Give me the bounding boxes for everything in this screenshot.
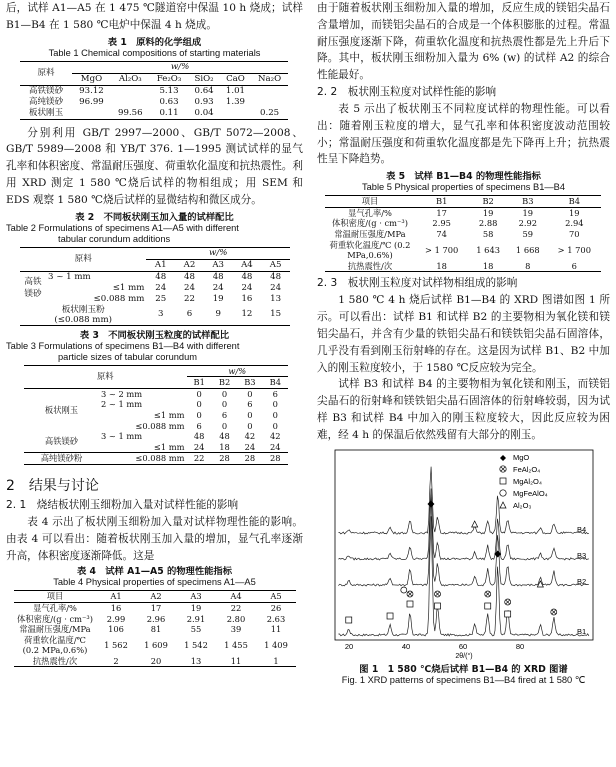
table-cell: 16 [110,602,122,613]
table2-last-name [20,305,146,326]
table2-caption [6,212,303,245]
table-cell: 18 [482,260,494,271]
feal2o4-marker [505,599,511,605]
table-cell: 96.99 [79,96,104,107]
table5-caption [317,171,610,193]
table-cell: 59 [522,228,534,239]
table-row [14,614,296,625]
table-cell: 3 ~ 1 mm [48,271,91,282]
table-cell: 0.25 [260,107,280,118]
table-row [325,240,601,261]
table1-col0: 原料 [20,61,72,85]
feal2o4-marker [407,591,413,597]
table-cell: 24 [270,282,282,293]
xrd-pattern-line [338,516,589,636]
right-column [317,0,610,686]
table4-col0: 项目 [46,591,64,602]
table-row [24,388,288,399]
table-row [20,97,288,108]
table-cell: 常温耐压强度/MPa [334,228,406,239]
table-cell: 25 [155,293,167,304]
table-cell: 16 [241,293,253,304]
xrd-pattern-line [338,466,589,533]
table-cell: 11 [230,655,242,666]
table-cell [72,108,111,120]
series-label-b1: B1 [577,626,587,636]
table-cell: 2.99 [106,613,126,624]
table1-caption-zh: 表 1 原料的化学组成 [107,36,202,48]
legend-item-al2o3 [500,501,531,510]
table-cell: 2.92 [518,218,538,229]
table-row [325,207,601,218]
table-cell: 常温耐压强度/MPa [19,624,91,635]
feal2o4-marker [485,591,491,597]
table-cell: 13 [270,293,282,304]
feal2o4-marker [435,591,441,597]
table-cell: 22 [184,293,195,304]
table-row [20,271,290,283]
table1-header: Na₂O [258,73,282,84]
subsection-heading: 2. 1 烧结板状刚玉细粉加入量对试样性能的影响 [6,498,239,511]
mgal2o4-marker [505,611,511,617]
table2-header: A3 [212,259,225,270]
legend-item-mgo [500,453,529,462]
table1-header: Al₂O₃ [118,73,142,84]
table-cell: 0 [196,409,202,420]
legend-label: MgFeAlO₄ [513,488,548,498]
table-cell: 6 [571,260,577,271]
table2-unit: w/% [146,247,290,259]
table-cell: 1 609 [144,639,168,650]
table3-col0: 原料 [24,365,187,388]
table-cell: 6 [272,388,278,399]
table-cell: 42 [270,431,281,442]
table-cell: 42 [244,431,256,442]
table-cell: 48 [193,431,205,442]
table-cell: 28 [270,453,281,464]
table3-header: B4 [269,377,281,388]
table-cell: 19 [190,602,202,613]
table-cell: 0.04 [194,107,214,118]
table-cell: 1 562 [104,639,128,650]
table-cell: 9 [215,309,221,320]
table-cell: 2.94 [565,218,584,229]
table-cell: 高纯镁砂 [28,96,64,107]
table-cell: 体积密度/(g · cm⁻³) [17,613,93,624]
figure1-caption-en: Fig. 1 XRD patterns of specimens B1—B4 fired at 1 580 ℃ [341,674,586,685]
table-row [24,453,288,465]
table-cell: 28 [244,453,256,464]
table2-header: A2 [183,259,196,270]
table3-unit: w/% [187,365,289,377]
table-cell: 19 [569,207,580,218]
table-cell: 0.93 [194,96,214,107]
table2-col0: 原料 [20,247,146,271]
legend-label: Al₂O₃ [513,500,532,510]
left-column [6,0,303,667]
circle-icon [500,489,506,495]
table-cell: 2.96 [146,613,166,624]
mgfealo4-marker [401,587,407,593]
table2-caption-en2: tabular corundum additions [58,233,171,244]
feal2o4-marker [551,609,557,615]
legend-label: MgO [513,452,530,462]
table-row [24,431,288,442]
table-cell: 5.13 [159,85,179,96]
legend-item-mgal2o4 [500,477,542,486]
table-cell: 1 455 [224,639,248,650]
table-cell: 抗热震性/次 [32,655,78,666]
table-cell: 0 [272,420,278,431]
table5-header: B4 [568,196,581,207]
mgal2o4-marker [346,617,352,623]
table-cell: 高铁镁砂 [28,85,64,96]
table-cell: ≤0.088 mm [93,293,145,304]
table-row [20,108,288,120]
table4-header: A1 [110,591,122,602]
table3-header: B3 [244,377,256,388]
diamond-icon [500,455,506,461]
table-row [14,656,296,667]
table-row [325,218,601,229]
table-cell: 24 [244,441,256,452]
table5 [325,195,601,272]
x-axis [345,642,524,660]
mgo-marker [495,551,501,557]
triangle-icon [500,502,506,508]
al2o3-marker [472,521,478,527]
series-label-b4: B4 [577,524,587,534]
table5-caption-zh: 表 5 试样 B1—B4 的物理性能指标 [386,171,541,183]
table-cell: 39 [230,624,242,635]
subsection-heading: 2. 2 板状刚玉粒度对试样性能的影响 [317,85,497,98]
table2-caption-zh: 表 2 不同板状刚玉加入量的试样配比 [75,211,234,223]
table-cell: 6 [186,309,193,320]
table-row [20,85,288,97]
table-cell: 2 ~ 1 mm [101,399,143,410]
table-cell: 2.95 [432,218,451,229]
table-cell: 1 542 [184,639,208,650]
mgal2o4-marker [435,603,441,609]
table-cell: 19 [482,207,494,218]
table-cell: ≤0.088 mm [135,420,185,431]
table-cell: 24 [184,282,195,293]
table-cell: 26 [270,602,282,613]
table-cell: 12 [241,309,253,320]
table4-header: A4 [230,591,242,602]
table-cell: ≤1 mm [153,441,185,452]
table-cell: > 1 700 [557,244,591,255]
mgal2o4-marker [387,613,393,619]
table2-caption-en: Table 2 Formulations of specimens A1—A5 with different [6,222,239,233]
table-cell: 18 [436,260,447,271]
table-row [20,305,290,326]
table-row [20,283,290,294]
table-cell: 0 [247,388,253,399]
legend [500,453,548,510]
table-cell: 24 [241,282,253,293]
table-cell: 3 ~ 1 mm [101,431,143,442]
table1-unit: w/% [72,61,288,73]
table2-header: A5 [269,259,282,270]
table4 [14,590,296,667]
table-cell: 24 [212,282,224,293]
table-cell: ≤1 mm [112,282,145,293]
xrd-figure [317,444,610,686]
table-cell: 20 [150,655,162,666]
table-cell: 3 ~ 2 mm [101,388,143,399]
table-cell: 58 [482,228,494,239]
table2-header: A4 [241,259,253,270]
table-cell: 1 668 [515,244,540,255]
peak-markers [346,501,557,623]
table-cell: 0 [247,409,253,420]
table-cell: 48 [184,271,195,282]
xrd-paragraph-2: 试样 B3 和试样 B4 的主要物相为氧化镁和刚玉，而镁铝尖晶石的衍射峰和镁铁铝尖晶石固溶体的衍射峰较弱，因为试样 B3 和试样 B4 中加入的刚玉粒度较大，因此反应较为困难，经 4 h 的保温后依然残留有大部分的刚玉。 [317,378,610,441]
table-cell: 8 [525,260,531,271]
table-cell: 0 [272,399,278,410]
table-cell [251,85,288,97]
legend-label: FeAl₂O₄ [513,464,541,474]
table2-last-name-1: 板状刚玉粉 [61,304,105,315]
table3-last-name: 高纯镁砂粉 [40,453,83,464]
table5-header: B2 [482,196,494,207]
table-row [14,624,296,635]
legend-item-feal2o4 [500,465,540,474]
series-label-b3: B3 [577,550,587,560]
table-cell: 1.01 [225,85,246,96]
table-cell: 0.64 [194,85,214,96]
table-cell: 2.63 [266,613,286,624]
table-cell: 0 [196,388,202,399]
table1-caption-en: Table 1 Chemical compositions of starting materials [48,47,261,58]
table1-header: CaO [226,73,245,84]
xrd-pattern-line [338,488,589,560]
table-cell: 0.63 [159,96,179,107]
table1-caption [6,37,303,59]
table-cell: 48 [212,271,224,282]
xrd-chart [317,444,610,660]
table-cell: 93.12 [79,85,104,96]
table-cell: > 1 700 [424,244,459,255]
table-cell: 荷重软化温度/℃ (0.2 MPa,0.6%) [22,634,88,656]
x-tick: 60 [458,641,468,651]
table4-caption [6,566,303,588]
table-cell: 18 [219,441,230,452]
table-cell: 0 [247,420,253,431]
table-cell: 6 [221,409,228,420]
table-cell: 74 [436,228,447,239]
table-cell: 1 409 [264,639,288,650]
table-cell: 24 [270,441,281,452]
table5-header: B1 [435,196,448,207]
x-tick: 20 [344,641,354,651]
legend-label: MgAl₂O₄ [513,476,542,486]
table-cell: 17 [150,602,162,613]
continued-paragraph: 由于随着板状刚玉细粉加入量的增加，反应生成的镁铝尖晶石含量增加，而镁铝尖晶石的合成是一个体积膨胀的过程。常温耐压强度逐渐下降，荷重软化温度和抗热震性都是先上升后下降。其中，板状刚玉细粉加入量为 6% (w) 的试样 A2 的综合性能最好。 [317,2,610,82]
figure1-caption-zh: 图 1 1 580 ℃烧后试样 B1—B4 的 XRD 图谱 [359,663,568,675]
table-row [325,229,601,240]
table-cell: 2 [113,655,119,666]
table-cell: 1 [273,655,279,666]
intro-text: 后，试样 A1—A5 在 1 475 ℃隧道窑中保温 10 h 烧成；试样 B1—B4 在 1 580 ℃电炉中保温 4 h 烧成。 [6,2,303,31]
table-cell: 55 [190,624,202,635]
table4-header: A2 [150,591,162,602]
table-cell: 22 [230,602,242,613]
legend-item-mgfealo4 [500,489,548,498]
table-cell [111,97,150,108]
section-heading: 2 结果与讨论 [6,477,99,494]
table-cell: 板状刚玉 [28,107,64,118]
table-cell: 0.11 [159,107,179,118]
table3-caption-en2: particle sizes of tabular corundum [58,351,198,362]
table-cell: 19 [212,293,224,304]
series-label-b2: B2 [577,576,587,586]
table3-caption-en: Table 3 Formulations of specimens B1—B4 with different [6,340,240,351]
table-cell: 抗热震性/次 [347,260,393,271]
table-cell: 24 [155,282,167,293]
table5-col0: 项目 [361,196,379,207]
table3-group1: 板状刚玉 [44,404,79,415]
table5-caption-en: Table 5 Physical properties of specimens B1—B4 [361,182,566,193]
x-axis-label: 2θ/(°) [455,652,473,660]
table-cell: 1.39 [225,96,246,107]
table-cell: 70 [569,228,580,239]
table-cell: 0 [221,388,228,399]
table-cell: 11 [270,624,282,635]
table-cell: 荷重软化温度/℃ (0.2 MPa,0.6%) [329,239,411,261]
x-tick: 80 [515,641,525,651]
table-cell: 2.88 [478,218,498,229]
xrd-pattern-line [338,496,589,586]
table3-caption [6,330,303,363]
xrd-paragraph: 1 580 ℃ 4 h 烧后试样 B1—B4 的 XRD 图谱如图 1 所示。可以看出：试样 B1 和试样 B2 的主要物相为氧化镁和镁铝尖晶石，并含有少量的铁铝尖晶石和镁铁铝尖晶石固溶体，几乎没有看到刚玉衍射峰的存在。这是因为试样 B1、B2 中加入的刚玉粒度较小，于 1580 ℃反应较为完全。 [317,294,610,374]
figure1-caption [317,664,610,686]
table-cell: 28 [219,453,230,464]
methods-paragraph: 分别利用 GB/T 2997—2000、GB/T 5072—2008、GB/T 5989—2008 和 YB/T 376. 1—1995 测试试样的显气孔率和体积密度、常温耐压强度、荷重软化温度和抗热震性。利用 XRD 测定 1 580 ℃烧后试样的物相组成；用 SEM 和 EDS 观察 1 580 ℃烧后试样的显微结构和微区成分。 [6,126,303,206]
table4-caption-zh: 表 4 试样 A1—A5 的物理性能指标 [76,566,233,578]
table-cell [220,108,251,120]
table2-header: A1 [154,259,167,270]
table-cell: 2.80 [226,613,246,624]
table2-last-name-2: (≤0.088 mm) [54,314,112,325]
table-cell: 15 [270,309,282,320]
table-cell [251,97,288,108]
table-cell: 0 [272,409,278,420]
table3-group2: 高铁镁砂 [44,436,79,447]
table-cell: 显气孔率/% [348,207,392,218]
table-cell: 106 [108,624,124,635]
table2 [20,247,290,326]
results-paragraph: 表 4 示出了板状刚玉细粉加入量对试样物理性能的影响。由表 4 可以看出：随着板状刚玉加入量的增加，显气孔率逐渐升高，体积密度逐渐降低。这是 [6,515,303,562]
table-cell: 48 [270,271,282,282]
table-cell: 48 [241,271,253,282]
square-icon [500,478,506,484]
granularity-paragraph: 表 5 示出了板状刚玉不同粒度试样的物理性能。可以看出：随着刚玉粒度的增大，显气孔率和体积密度波动范围较小；常温耐压强度和荷重软化温度都是先下降再上升；抗热震性呈下降趋势。 [317,102,610,166]
table2-group: 高铁镁砂 [24,277,42,300]
table-row [14,635,296,656]
table-cell: 13 [190,655,202,666]
table-cell: 17 [436,207,447,218]
table-cell: 48 [155,271,167,282]
table3-header: B2 [218,377,231,388]
table4-caption-en: Table 4 Physical properties of specimens A1—A5 [53,577,256,588]
table3-caption-zh: 表 3 不同板状刚玉粒度的试样配比 [79,329,230,341]
table1-header: Fe₂O₃ [156,73,182,84]
table-cell: 6 [247,399,253,410]
table1-header: MgO [80,73,103,84]
subsection-heading: 2. 3 板状刚玉粒度对试样物相组成的影响 [317,277,518,290]
table3-last-sub: ≤0.088 mm [135,453,185,464]
table-cell: 99.56 [117,107,143,118]
table-cell: 0 [221,420,228,431]
table3-header: B1 [193,377,205,388]
table-cell: 1 643 [476,244,501,255]
x-tick: 40 [401,641,411,651]
table-cell: 0 [221,399,228,410]
table-cell: 81 [150,624,162,635]
table-cell: 0 [196,399,202,410]
table-cell: 19 [522,207,534,218]
table-row [14,602,296,613]
table-cell: 22 [193,453,205,464]
table-row [325,261,601,272]
table-cell: 2.91 [186,613,206,624]
table-cell: 6 [196,420,202,431]
table-cell: 显气孔率/% [33,602,77,613]
table4-header: A5 [270,591,282,602]
table4-header: A3 [190,591,202,602]
table1 [20,61,288,120]
table5-header: B3 [522,196,534,207]
table-cell: 3 [158,309,164,320]
table-cell [111,85,150,97]
table3 [24,365,288,465]
table-cell: 24 [193,441,205,452]
table-row [20,294,290,305]
table-cell: ≤1 mm [153,409,185,420]
table-cell: 体积密度/(g · cm⁻³) [332,218,408,229]
mgal2o4-marker [485,603,491,609]
table-cell: 48 [219,431,230,442]
table1-header: SiO₂ [194,73,214,84]
mgal2o4-marker [407,601,413,607]
series-labels [577,525,586,636]
